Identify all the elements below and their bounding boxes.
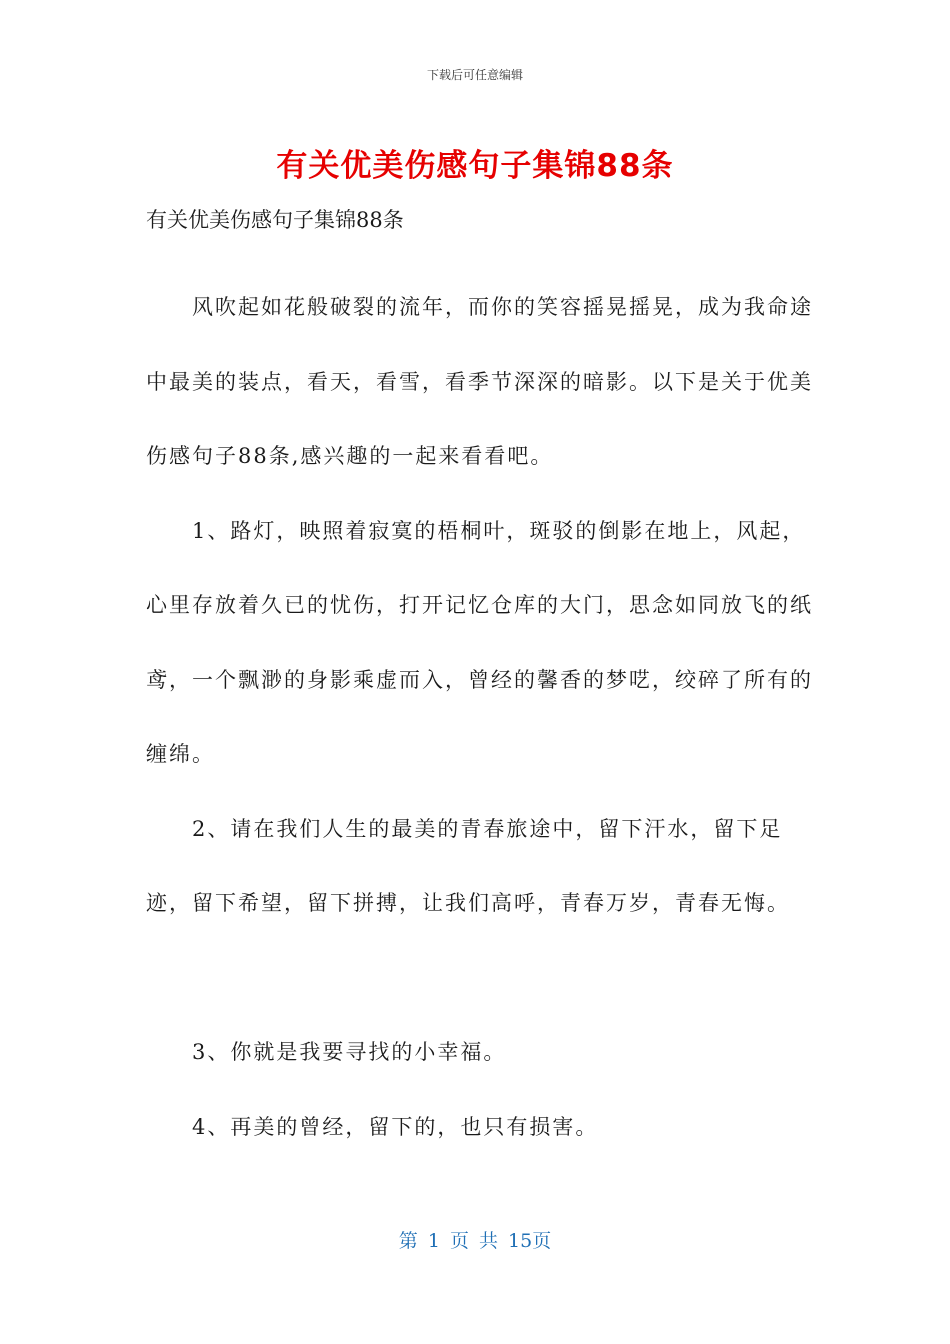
document-subtitle: 有关优美伤感句子集锦88条 (146, 208, 404, 232)
document-title: 有关优美伤感句子集锦88条 (276, 148, 674, 184)
header-note: 下载后可任意编辑 (426, 68, 523, 82)
paragraph-item-3: 3、你就是我要寻找的小幸福。 (192, 1040, 507, 1064)
paragraph-item-4: 4、再美的曾经，留下的，也只有损害。 (192, 1114, 599, 1139)
document-body (146, 270, 816, 1164)
paragraph-item-1: 1、路灯，映照着寂寞的梧桐叶，斑驳的倒影在地上，风起，心里存放着久已的忧伤，打开记忆仓库的大门，思念如同放飞的纸鸢，一个飘渺的身影乘虚而入，曾经的馨香的梦呓，绞碎了所有的缠绵。 (146, 518, 813, 766)
page-number-footer: 第 1 页 共 15页 (398, 1230, 552, 1252)
paragraph-intro: 风吹起如花般破裂的流年，而你的笑容摇晃摇晃，成为我命途中最美的装点，看天，看雪，看季节深深的暗影。以下是关于优美伤感句子88条,感兴趣的一起来看看吧。 (146, 295, 813, 468)
paragraph-item-2: 2、请在我们人生的最美的青春旅途中，留下汗水，留下足迹，留下希望，留下拼搏，让我们高呼，青春万岁，青春无悔。 (146, 816, 790, 915)
